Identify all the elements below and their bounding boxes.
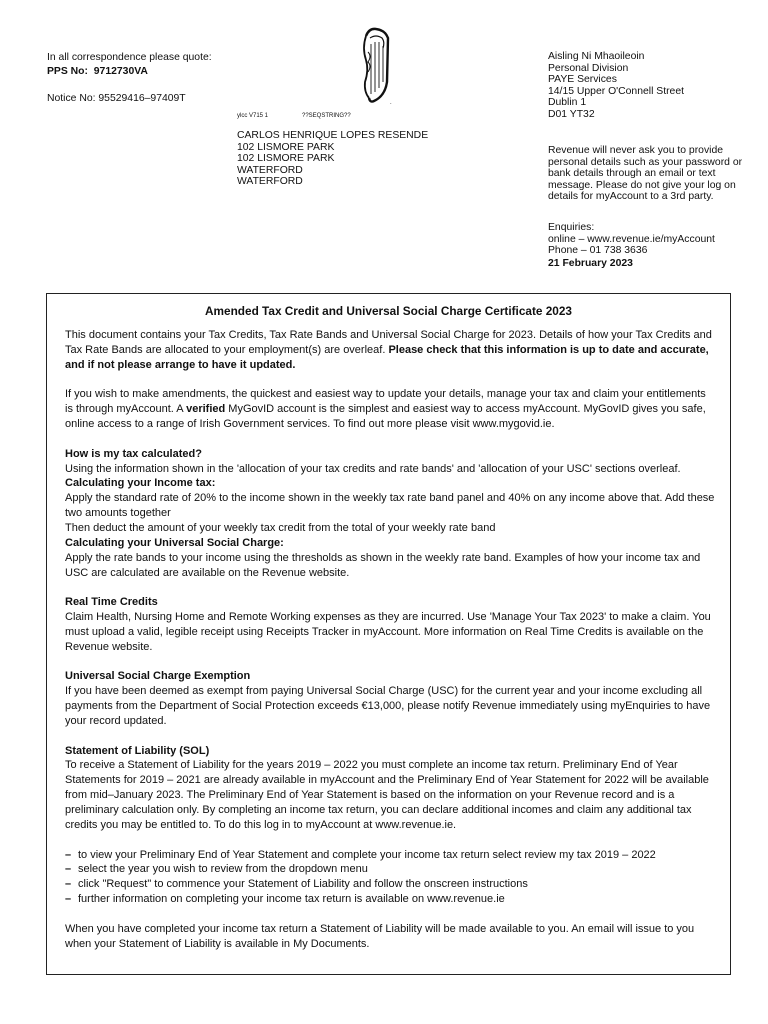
notice-number <box>47 93 186 105</box>
letter-date: 21 February 2023 <box>548 258 633 269</box>
sender-line: D01 YT32 <box>548 108 595 120</box>
sender-line: Aisling Ni Mhaoileoin <box>548 51 645 62</box>
sol-heading: Statement of Liability (SOL) <box>65 744 210 757</box>
verified-text: verified <box>186 403 226 416</box>
recipient-line: 102 LISMORE PARK <box>237 141 335 153</box>
dash-mark: – <box>65 863 72 876</box>
notice-value: 95529416–97409T <box>98 93 186 104</box>
exempt-text: If you have been deemed as exempt from paying Universal Social Charge (USC) for the current year and your income excluding all payments from the Department of Social Protection exceeds €13,000, please notify Revenue immediately using myEnquiries to have your record updated. <box>65 685 711 727</box>
enquiries-block <box>548 222 715 257</box>
dash-mark: – <box>65 848 72 861</box>
certificate-body <box>65 328 715 951</box>
harp-emblem-icon <box>360 26 394 104</box>
income-text: Apply the standard rate of 20% to the income shown in the weekly tax rate band panel and 40% on any income above that. Add these two amounts together <box>65 492 715 520</box>
intro-text: This document contains your Tax Credits, Tax Rate Bands and Universal Social Charge for 2023. Details of how your Tax Credits and Tax Rate Bands are allocated to your employment(s) are overleaf. <box>65 329 712 356</box>
list-item <box>65 892 715 907</box>
dash-mark: – <box>65 878 72 891</box>
list-item <box>65 862 715 877</box>
sender-line: Dublin 1 <box>548 97 587 109</box>
pps-value: 9712730VA <box>93 66 148 77</box>
recipient-line: CARLOS HENRIQUE LOPES RESENDE <box>237 130 429 141</box>
enquiries-online-link[interactable]: online – www.revenue.ie/myAccount <box>548 233 715 245</box>
income-heading: Calculating your Income tax: <box>65 477 216 490</box>
recipient-line: WATERFORD <box>237 176 303 188</box>
amendments-text: If you wish to make amendments, the quickest and easiest way to update your details, manage your tax and claim your entitlements is through myAccount. A <box>65 388 706 416</box>
security-notice <box>548 145 742 203</box>
enquiries-phone: Phone – 01 738 3636 <box>548 245 648 257</box>
pps-number <box>47 66 148 78</box>
step-text: to view your Preliminary End of Year Statement and complete your income tax return select review my tax 2019 – 2022 <box>78 848 656 861</box>
scan-code-left: ylcc V715 1 <box>237 113 269 119</box>
amendments-paragraph <box>65 387 715 432</box>
intro-paragraph <box>65 328 715 373</box>
certificate-panel <box>46 293 731 975</box>
income-deduct-text: Then deduct the amount of your weekly tax credit from the total of your weekly rate band <box>65 521 496 534</box>
dash-mark: – <box>65 893 72 906</box>
mygovid-text: MyGovID account is the simplest and easiest way to access myAccount. MyGovID gives you safe, online access to a range of Irish Government services. To find out more please visit www.mygovid.ie. <box>65 403 706 431</box>
sender-line: Personal Division <box>548 62 629 74</box>
rtc-heading: Real Time Credits <box>65 596 158 609</box>
sol-text: To receive a Statement of Liability for the years 2019 – 2022 you must complete an income tax return. Preliminary End of Year Statements for 2019 – 2021 are already available in myAccount and the Preliminary End of Year Statement for 2022 will be available from mid–January 2023. The Preliminary End of Year Statement is based on the information on your Revenue record and is a preliminary calculation only. By completing an income tax return, you can declare additional incomes and claim any additional tax credits you may be entitled to. To do this log in to myAccount at www.revenue.ie. <box>65 759 709 831</box>
step-text: further information on completing your income tax return is available on www.revenue.ie <box>78 893 505 906</box>
usc-heading: Calculating your Universal Social Charge: <box>65 536 284 549</box>
step-text: select the year you wish to review from the dropdown menu <box>78 863 368 876</box>
emblem-mark: . <box>390 100 392 106</box>
calc-text: Using the information shown in the 'allocation of your tax credits and rate bands' and 'allocation of your USC' sections overleaf. <box>65 462 681 475</box>
notice-line: details for myAccount to a 3rd party. <box>548 191 714 203</box>
quote-label: In all correspondence please quote: <box>47 52 212 63</box>
scan-code-right: ??SEQSTRING?? <box>302 113 351 119</box>
sender-line: 14/15 Upper O'Connell Street <box>548 85 684 97</box>
list-item <box>65 848 715 863</box>
step-text: click "Request" to commence your Statement of Liability and follow the onscreen instructions <box>78 878 528 891</box>
sender-line: PAYE Services <box>548 74 617 86</box>
notice-label: Notice No: <box>47 93 96 104</box>
intro-check-text: Please check that this information is up to date and accurate, and if not please arrange to have it updated. <box>65 343 709 371</box>
notice-line: Revenue will never ask you to provide <box>548 145 724 156</box>
certificate-title: Amended Tax Credit and Universal Social Charge Certificate 2023 <box>205 304 572 318</box>
calc-heading: How is my tax calculated? <box>65 447 202 460</box>
usc-text: Apply the rate bands to your income using the thresholds as shown in the weekly rate band. Examples of how your income tax and USC are calculated are available on the Revenue website. <box>65 551 701 579</box>
recipient-address <box>237 130 428 188</box>
exempt-heading: Universal Social Charge Exemption <box>65 670 251 683</box>
recipient-line: WATERFORD <box>237 164 303 176</box>
recipient-line: 102 LISMORE PARK <box>237 153 335 165</box>
pps-label: PPS No: <box>47 66 88 77</box>
notice-line: personal details such as your password or <box>548 156 743 168</box>
notice-line: bank details through an email or text <box>548 168 716 180</box>
sender-address <box>548 51 684 121</box>
notice-line: message. Please do not give your log on <box>548 179 736 191</box>
closing-text: When you have completed your income tax return a Statement of Liability will be made available to you. An email will issue to you when your Statement of Liability is available in My Documents. <box>65 922 695 950</box>
list-item <box>65 877 715 892</box>
rtc-text: Claim Health, Nursing Home and Remote Working expenses as they are incurred. Use 'Manage Your Tax 2023' to make a claim. You must upload a valid, legible receipt using Receipts Tracker in myAccount. More information on Real Time Credits is available on the Revenue website. <box>65 611 711 653</box>
enquiries-title: Enquiries: <box>548 222 595 233</box>
